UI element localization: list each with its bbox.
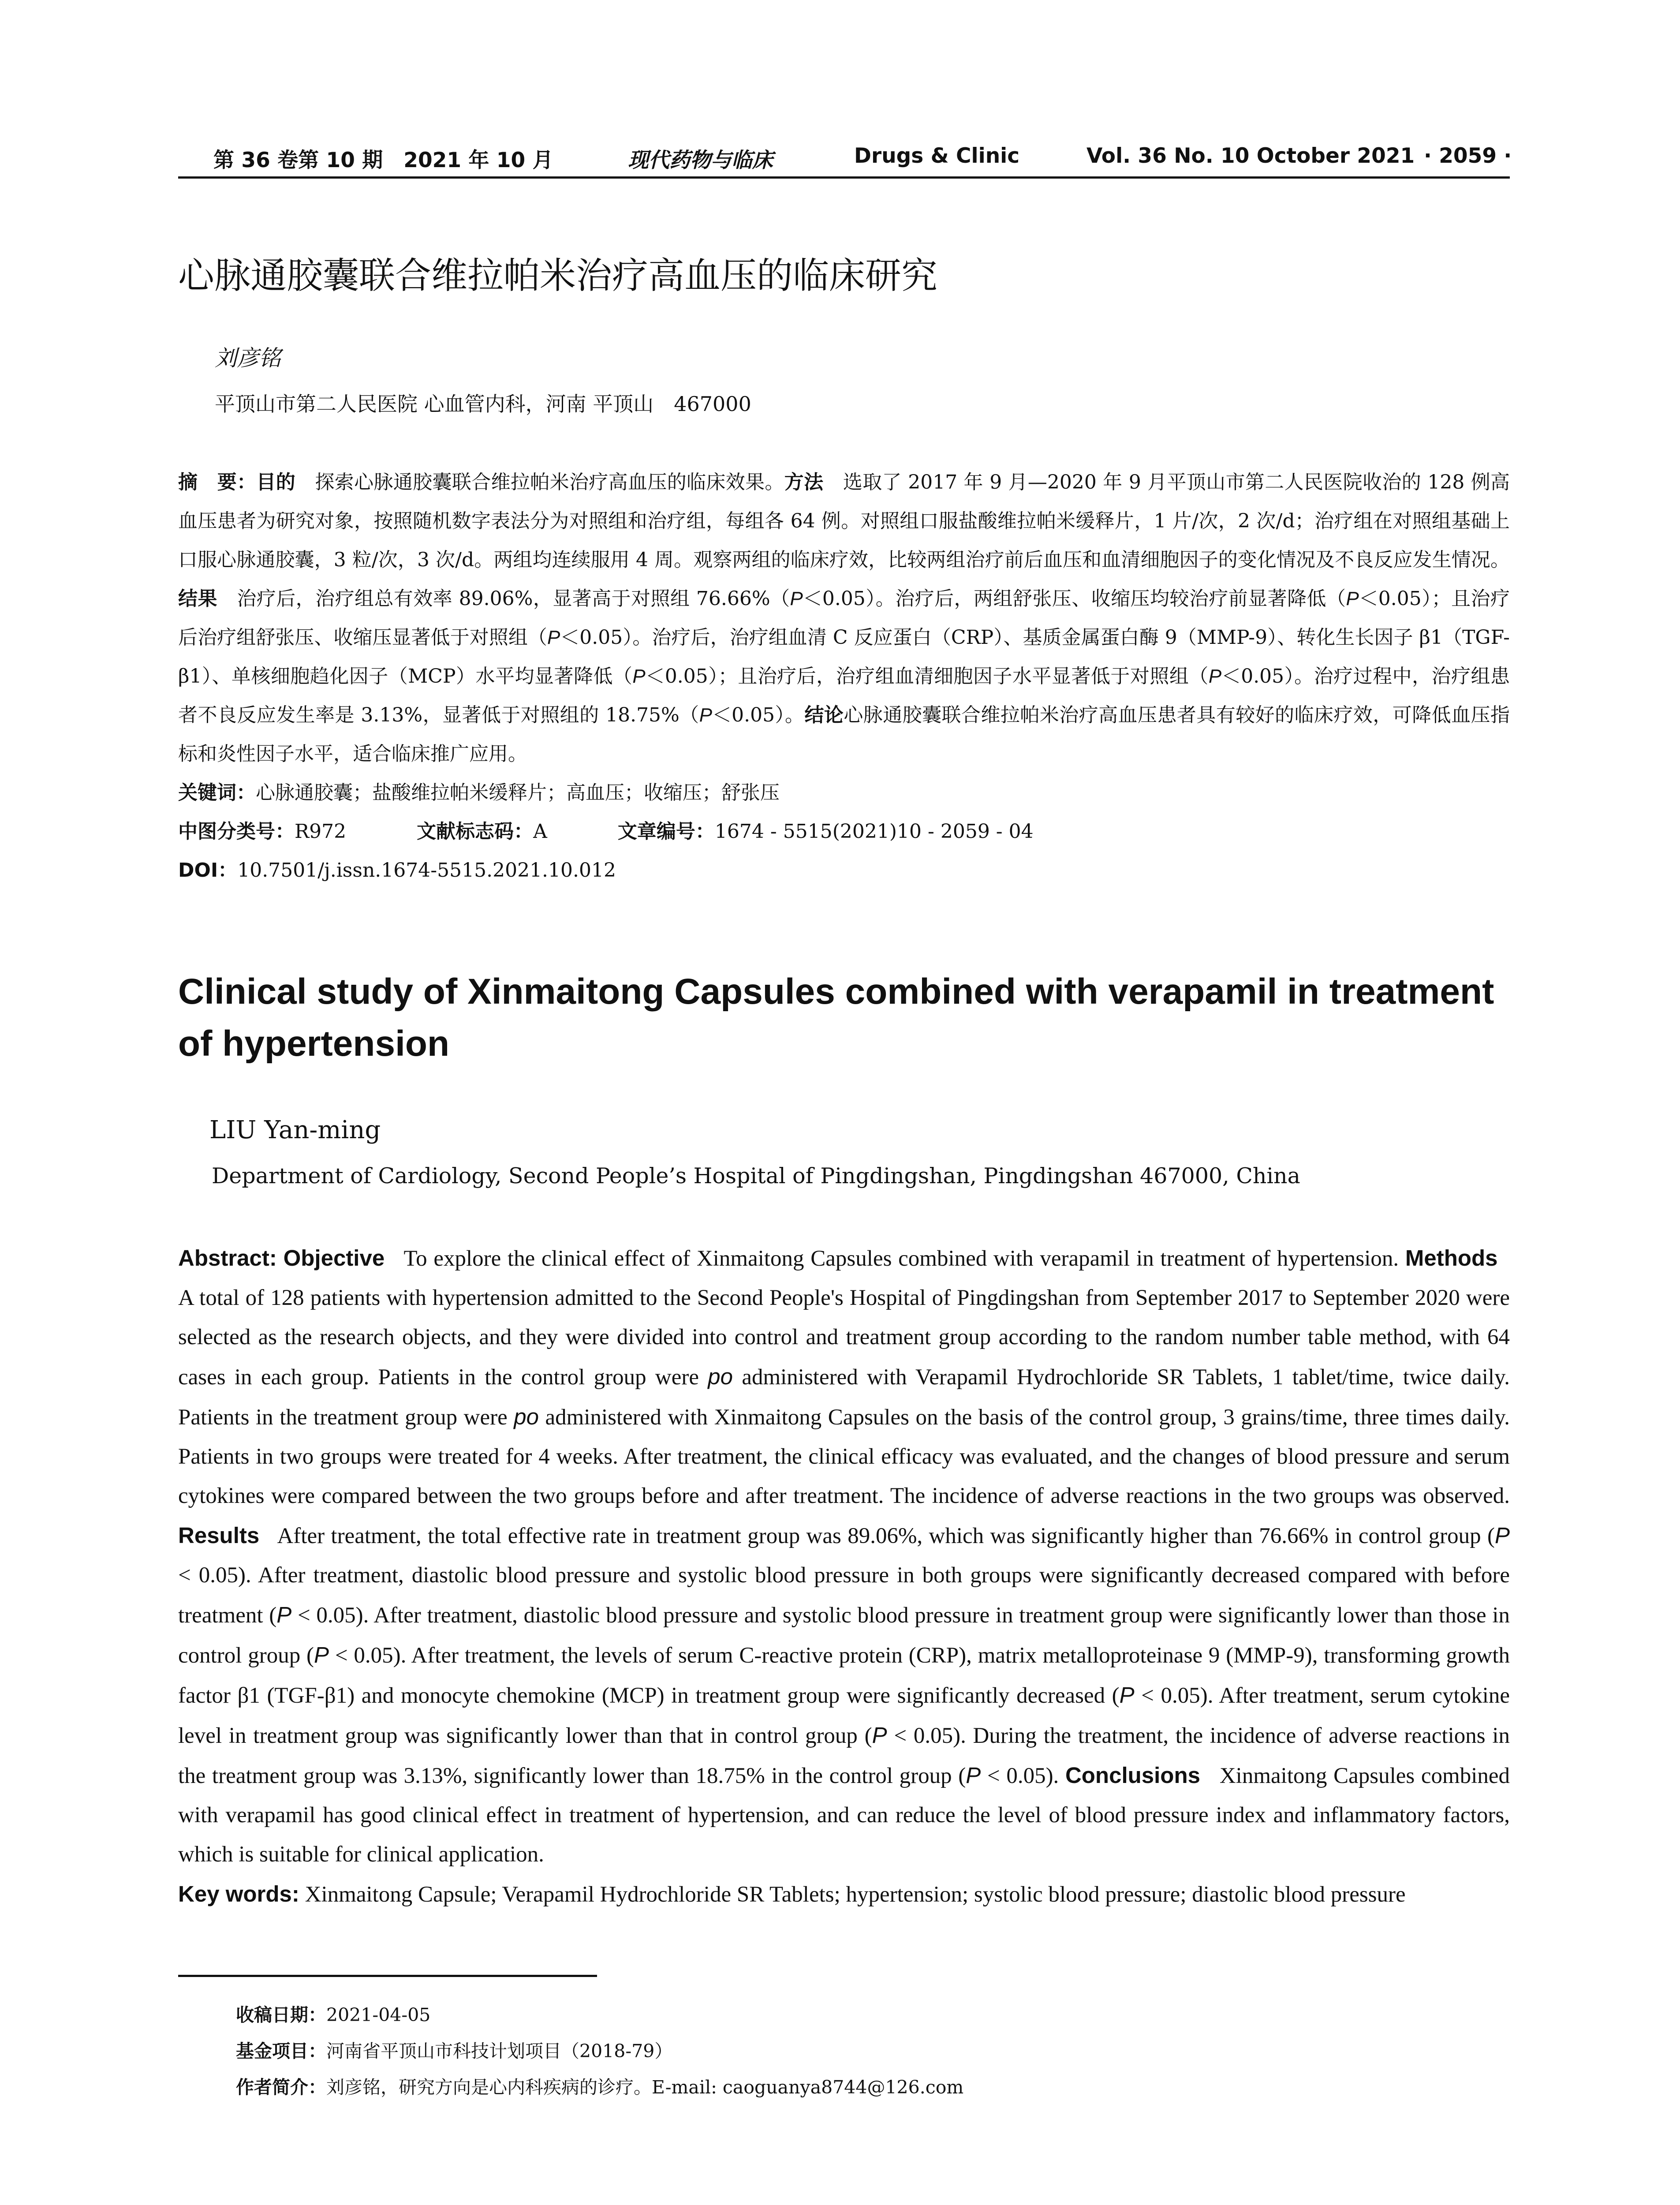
cn-keywords-text: 心脉通胶囊；盐酸维拉帕米缓释片；高血压；收缩压；舒张压 [256, 781, 780, 804]
en-results-text: < 0.05). [981, 1764, 1059, 1788]
en-title: Clinical study of Xinmaitong Capsules combined with verapamil in treatment of hypertension [178, 972, 1494, 1064]
cn-methods-label: 方法 [784, 471, 824, 493]
p-symbol: P [1119, 1682, 1135, 1708]
en-methods-text: A total of 128 patients with hypertension admitted to the Second People's Hospital of Pingdingshan from September 2017 to September 2020 were selected as the research objects, and they were divided into control and treatment group according to the random number table method, with 64 cases in each group. Patients in the control group were [178, 1286, 1510, 1390]
doc-code-value: A [533, 820, 547, 843]
en-results-text: < 0.05). After treatment, serum cytokine level in treatment group was significantly lower than that in control group ( [178, 1683, 1510, 1748]
en-methods-text: administered with Verapamil Hydrochloride SR Tablets, 1 tablet/time, twice daily. Patients in the treatment group were [178, 1365, 1510, 1430]
p-symbol: P [632, 665, 646, 687]
footnote-fund [236, 2033, 963, 2069]
p-symbol: P [314, 1642, 329, 1667]
en-abstract-block [178, 1238, 1510, 1914]
doi-value: 10.7501/j.issn.1674-5515.2021.10.012 [237, 859, 616, 882]
clc-value: R972 [295, 820, 347, 843]
cn-doi [178, 851, 1510, 890]
cn-keywords [178, 774, 1510, 812]
en-results-text: < 0.05). During the treatment, the incidence of adverse reactions in the treatment group was 3.13%, significantly lower than 18.75% in the control group ( [178, 1723, 1510, 1788]
cn-methods: 选取了 2017 年 9 月—2020 年 9 月平顶山市第二人民医院收治的 128 例高血压患者为研究对象，按照随机数字表法分为对照组和治疗组，每组各 64 例。对照组口服盐酸维拉帕米缓释片，1 片/次，2 次/d；治疗组在对照组基础上口服心脉通胶囊，3 粒/次，3 次/d。两组均连续服用 4 周。观察两组的临床疗效，比较两组治疗前后血压和血清细胞因子的变化情况及不良反应发生情况。 [178, 471, 1510, 571]
p-symbol: P [547, 627, 560, 648]
en-conclusions: Xinmaitong Capsules combined with verapamil has good clinical effect in treatment of hypertension, and can reduce the level of blood pressure index and inflammatory factors, which is suitable for clinical application. [178, 1764, 1510, 1867]
cn-classification [178, 812, 1510, 851]
bio-label: 作者简介： [236, 2077, 326, 2098]
header-journal-en: Drugs & Clinic [854, 144, 1020, 168]
cn-results-text: ＜0.05）。治疗后，两组舒张压、收缩压均较治疗前显著降低（ [803, 587, 1346, 610]
en-results-text: After treatment, the total effective rate in treatment group was 89.06%, which was significantly higher than 76.66% in control group ( [277, 1524, 1495, 1548]
cn-abstract-label: 摘 要： [178, 471, 257, 493]
cn-results-text: ＜0.05）。治疗过程中，治疗组患者不良反应发生率是 3.13%，显著低于对照组的 18.75%（ [178, 665, 1510, 726]
en-affiliation: Department of Cardiology, Second People’s Hospital of Pingdingshan, Pingdingshan 467000, China [212, 1163, 1300, 1188]
p-symbol: P [790, 588, 803, 609]
cn-conclusion: 心脉通胶囊联合维拉帕米治疗高血压患者具有较好的临床疗效，可降低血压指标和炎性因子水平，适合临床推广应用。 [178, 704, 1510, 765]
fund-label: 基金项目： [236, 2041, 326, 2062]
cn-title: 心脉通胶囊联合维拉帕米治疗高血压的临床研究 [178, 255, 938, 297]
cn-results-label: 结果 [178, 587, 217, 610]
cn-results-text: ＜0.05）。治疗后，治疗组血清 C 反应蛋白（CRP）、基质金属蛋白酶 9（MMP-9）、转化生长因子 β1（TGF-β1）、单核细胞趋化因子（MCP）水平均显著降低（ [178, 626, 1510, 688]
clc-label: 中图分类号： [178, 820, 295, 843]
footnote-bio [236, 2069, 963, 2105]
en-author: LIU Yan-ming [209, 1116, 381, 1144]
bio-text: 刘彦铭，研究方向是心内科疾病的诊疗。E-mail: caoguanya8744@126.com [326, 2077, 964, 2098]
article-no-label: 文章编号： [617, 820, 715, 843]
header-page-number: · 2059 · [1424, 144, 1512, 168]
cn-affiliation: 平顶山市第二人民医院 心血管内科，河南 平顶山 467000 [215, 392, 751, 416]
p-symbol: P [1494, 1523, 1510, 1548]
doi-label: DOI： [178, 859, 238, 882]
fund-text: 河南省平顶山市科技计划项目（2018-79） [326, 2041, 673, 2062]
footnote-received [236, 1997, 963, 2033]
en-conclusions-label: Conclusions [1065, 1763, 1200, 1788]
p-symbol: P [699, 704, 713, 726]
en-abstract [178, 1238, 1510, 1874]
en-results-text: < 0.05). After treatment, the levels of serum C-reactive protein (CRP), matrix metalloproteinase 9 (MMP-9), transforming growth factor β1 (TGF-β1) and monocyte chemokine (MCP) in treatment group were significantly decreased ( [178, 1643, 1510, 1708]
cn-abstract [178, 463, 1510, 774]
cn-abstract-block [178, 463, 1510, 890]
received-date: 2021-04-05 [326, 2004, 431, 2026]
p-symbol: P [966, 1763, 981, 1788]
header-volume-issue-cn: 第 36 卷第 10 期 2021 年 10 月 [213, 148, 553, 172]
cn-author: 刘彦铭 [215, 345, 281, 371]
header-volume-en: Vol. 36 No. 10 October 2021 [1086, 144, 1415, 168]
cn-objective-label: 目的 [256, 471, 296, 493]
doc-code-label: 文献标志码： [417, 820, 534, 843]
cn-objective: 探索心脉通胶囊联合维拉帕米治疗高血压的临床效果。 [315, 471, 784, 493]
en-methods-label: Methods [1405, 1245, 1498, 1271]
p-symbol: P [276, 1602, 292, 1627]
p-symbol: P [872, 1723, 887, 1748]
p-symbol: P [1208, 665, 1222, 687]
en-objective-label: Objective [283, 1245, 385, 1271]
cn-results-text: ＜0.05）。 [712, 704, 805, 726]
cn-keywords-label: 关键词： [178, 781, 256, 804]
en-results-text: < 0.05). After treatment, diastolic blood pressure and systolic blood pressure in treatment group were significantly lower than those in control group ( [178, 1603, 1510, 1668]
cn-conclusion-label: 结论 [804, 704, 844, 726]
p-symbol: P [1346, 588, 1359, 609]
header-journal-cn: 现代药物与临床 [628, 148, 773, 172]
en-keywords [178, 1874, 1510, 1914]
en-keywords-text: Xinmaitong Capsule; Verapamil Hydrochloride SR Tablets; hypertension; systolic blood pressure; diastolic blood pressure [305, 1882, 1406, 1907]
cn-results-text: ＜0.05）；且治疗后，治疗组血清细胞因子水平显著低于对照组（ [645, 665, 1209, 688]
en-objective: To explore the clinical effect of Xinmaitong Capsules combined with verapamil in treatment of hypertension. [403, 1246, 1399, 1271]
en-keywords-label: Key words: [178, 1881, 299, 1906]
en-results-text: < 0.05). After treatment, diastolic blood pressure and systolic blood pressure in both groups were significantly decreased compared with before treatment ( [178, 1563, 1510, 1628]
running-header [178, 140, 1510, 179]
footnotes [236, 1997, 963, 2105]
en-abstract-label: Abstract: [178, 1245, 277, 1271]
article-no-value: 1674 - 5515(2021)10 - 2059 - 04 [714, 820, 1034, 843]
en-results-label: Results [178, 1523, 260, 1548]
cn-results-text: 治疗后，治疗组总有效率 89.06%，显著高于对照组 76.66%（ [237, 587, 790, 610]
po-abbrev: po [514, 1404, 539, 1429]
po-abbrev: po [708, 1364, 733, 1389]
en-methods-text: administered with Xinmaitong Capsules on the basis of the control group, 3 grains/time, three times daily. Patients in two groups were treated for 4 weeks. After treatment, the clinical efficacy was evaluated, and the changes of blood pressure and serum cytokines were compared between the two groups before and after treatment. The incidence of adverse reactions in the two groups was observed. [178, 1405, 1510, 1508]
footnote-divider [178, 1975, 597, 1977]
received-label: 收稿日期： [236, 2004, 326, 2026]
cn-results-text: ＜0.05）；且治疗后治疗组舒张压、收缩压显著低于对照组（ [178, 587, 1510, 649]
